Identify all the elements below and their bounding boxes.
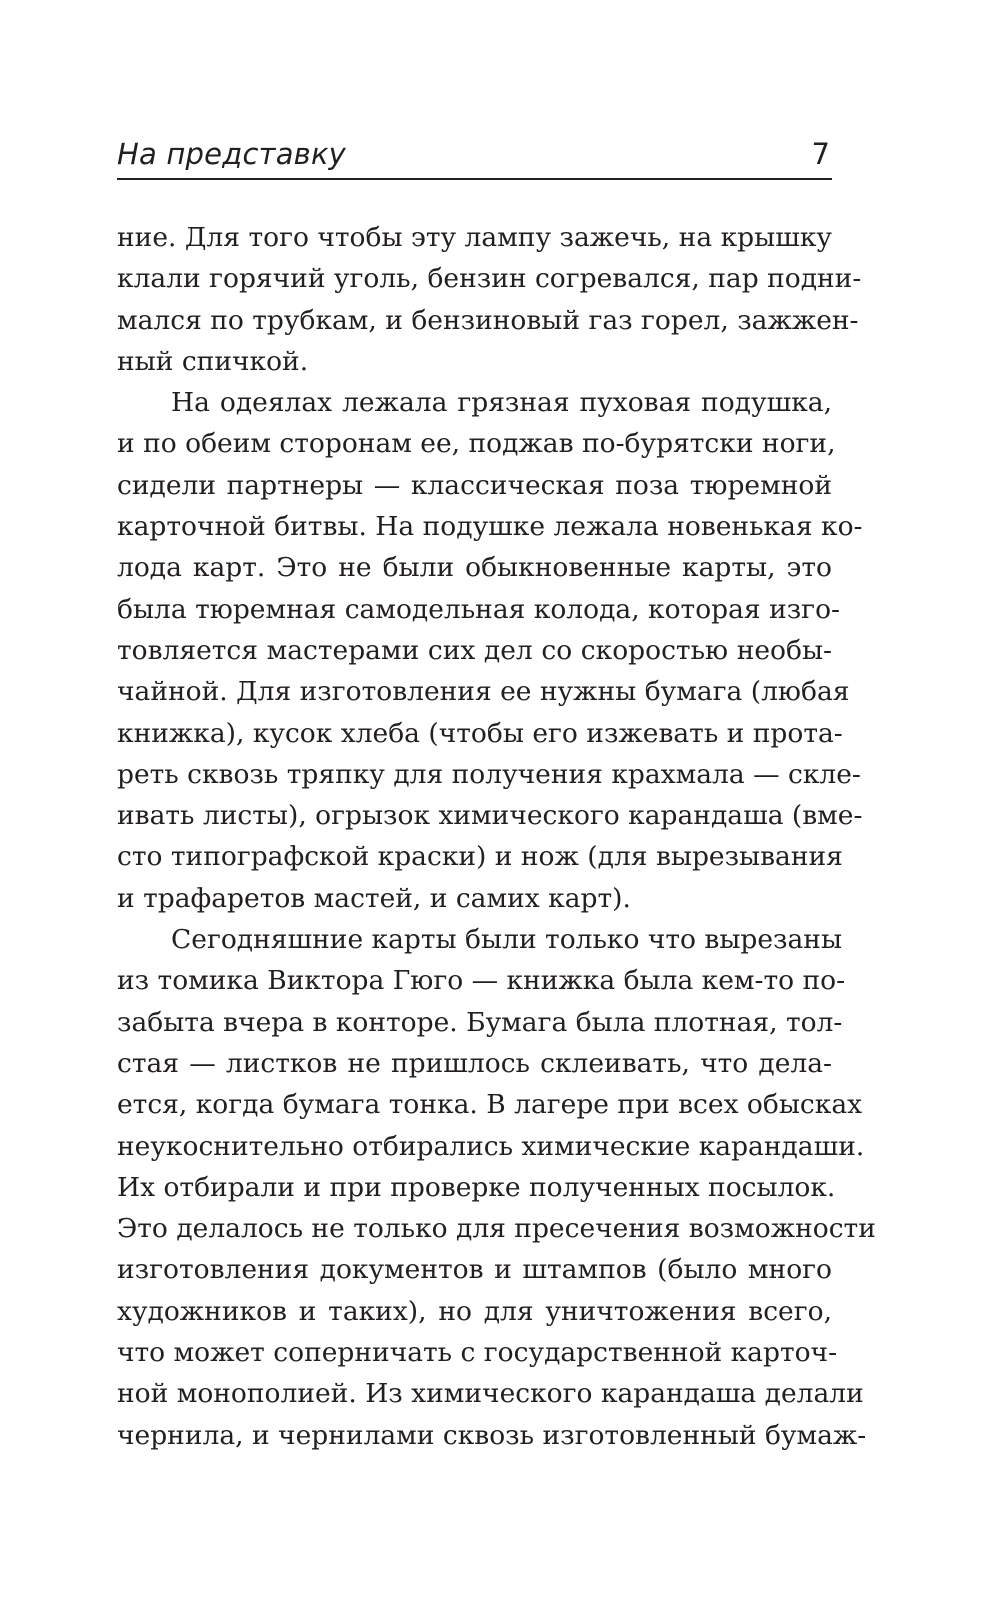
text-line: чернила, и чернилами сквозь изготовленный бумаж-	[117, 1419, 867, 1451]
text-line: лода карт. Это не были обыкновенные карты, это	[117, 552, 832, 584]
text-line: сто типографской краски) и нож (для вырезывания	[117, 841, 843, 873]
text-line: чайной. Для изготовления ее нужны бумага (любая	[117, 676, 850, 708]
text-line: и трафаретов мастей, и самих карт).	[117, 882, 631, 914]
text-line: художников и таких), но для уничтожения всего,	[117, 1295, 832, 1327]
page-header	[117, 128, 832, 180]
text-line: из томика Виктора Гюго — книжка была кем-то по-	[117, 965, 846, 997]
text-line: ной монополией. Из химического карандаша делали	[117, 1378, 864, 1410]
text-line: Их отбирали и при проверке полученных посылок.	[117, 1171, 836, 1203]
text-line: мался по трубкам, и бензиновый газ горел, зажжен-	[117, 304, 859, 336]
text-line: что может соперничать с государственной карточ-	[117, 1337, 838, 1369]
text-line: и по обеим сторонам ее, поджав по-бурятски ноги,	[117, 428, 836, 460]
text-line: книжка), кусок хлеба (чтобы его изжевать и прота-	[117, 717, 843, 749]
text-line: карточной битвы. На подушке лежала новенькая ко-	[117, 511, 863, 543]
text-line: изготовления документов и штампов (было много	[117, 1254, 832, 1286]
running-title: На представку	[117, 137, 347, 171]
text-line: неукоснительно отбирались химические карандаши.	[117, 1130, 865, 1162]
text-line: ный спичкой.	[117, 345, 309, 377]
text-line: клали горячий уголь, бензин согревался, пар подни-	[117, 263, 862, 295]
text-line: ние. Для того чтобы эту лампу зажечь, на крышку	[117, 222, 832, 253]
page-number: 7	[811, 137, 830, 171]
text-line: сидели партнеры — классическая поза тюремной	[117, 469, 832, 501]
body-text	[117, 217, 876, 1456]
text-line: реть сквозь тряпку для получения крахмала — скле-	[117, 758, 861, 790]
text-line: стая — листков не пришлось склеивать, что дела-	[117, 1047, 832, 1079]
text-line: Это делалось не только для пресечения возможности	[117, 1213, 876, 1245]
text-line: ивать листы), огрызок химического карандаша (вме-	[117, 800, 863, 832]
text-line: ется, когда бумага тонка. В лагере при всех обысках	[117, 1089, 863, 1121]
text-line: Сегодняшние карты были только что вырезаны	[171, 924, 843, 956]
text-line: была тюремная самодельная колода, которая изго-	[117, 593, 840, 625]
text-line: товляется мастерами сих дел со скоростью необы-	[117, 634, 832, 666]
text-line: забыта вчера в конторе. Бумага была плотная, тол-	[117, 1006, 843, 1038]
text-line: На одеялах лежала грязная пуховая подушка,	[171, 387, 832, 419]
